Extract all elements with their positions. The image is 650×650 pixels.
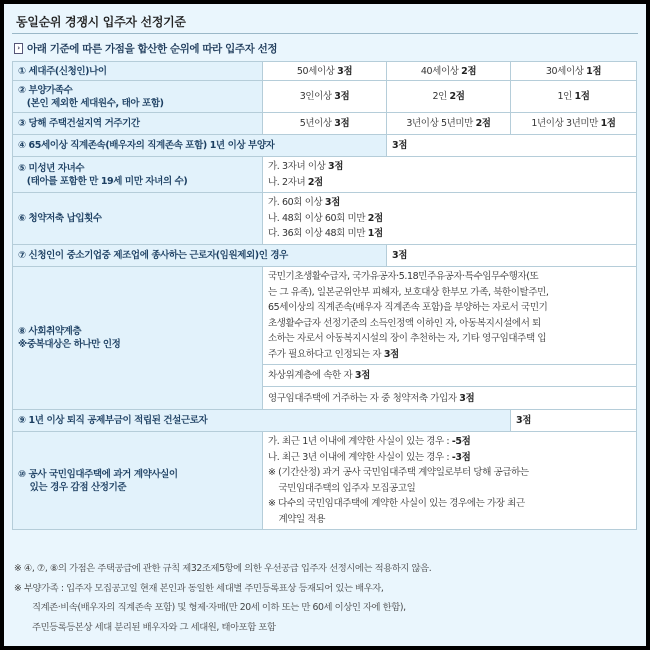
row-label: ③ 당해 주택건설지역 거주기간 xyxy=(13,113,263,135)
score-cell: 가. 60회 이상 3점 나. 48회 이상 60회 미만 2점 다. 36회 이상 48회 미만 1점 xyxy=(263,193,637,245)
score-cell: 3점 xyxy=(511,410,637,432)
score-cell: 1인 1점 xyxy=(511,81,637,113)
subtitle xyxy=(14,41,277,56)
selection-criteria-page xyxy=(4,4,646,646)
score-cell: 50세이상 3점 xyxy=(263,62,387,81)
score-cell: 3점 xyxy=(387,135,637,157)
score-cell: 영구임대주택에 거주하는 자 중 청약저축 가입자 3점 xyxy=(263,387,637,410)
row-label: ⑥ 청약저축 납입횟수 xyxy=(13,193,263,245)
row-label: ① 세대주(신청인)나이 xyxy=(13,62,263,81)
score-cell: 3점 xyxy=(387,245,637,267)
score-cell: 3인이상 3점 xyxy=(263,81,387,113)
score-cell: 가. 3자녀 이상 3점 나. 2자녀 2점 xyxy=(263,157,637,193)
footnote: ※ 부양가족 : 입주자 모집공고일 현재 본인과 동일한 세대별 주민등록표상 등재되어 있는 배우자, xyxy=(14,582,384,594)
title-divider xyxy=(12,33,638,34)
table-row xyxy=(13,135,637,157)
table-row xyxy=(13,62,637,81)
row-label: ⑨ 1년 이상 퇴직 공제부금이 적립된 건설근로자 xyxy=(13,410,511,432)
table-row xyxy=(13,245,637,267)
score-cell: 5년이상 3점 xyxy=(263,113,387,135)
row-label: ⑤ 미성년 자녀수 (태아를 포함한 만 19세 미만 자녀의 수) xyxy=(13,157,263,193)
page-title: 동일순위 경쟁시 입주자 선정기준 xyxy=(16,15,186,29)
table-row xyxy=(13,157,637,193)
footnote: ※ ④, ⑦, ⑧의 가점은 주택공급에 관한 규칙 제32조제5항에 의한 우선공급 입주자 선정시에는 적용하지 않음. xyxy=(14,563,432,574)
arrow-right-box-icon: › xyxy=(14,43,23,54)
score-cell: 3년이상 5년미만 2점 xyxy=(387,113,511,135)
row-label: ⑧ 사회취약계층 ※중복대상은 하나만 인정 xyxy=(13,267,263,410)
score-cell: 1년이상 3년미만 1점 xyxy=(511,113,637,135)
criteria-table xyxy=(12,61,637,530)
score-cell: 2인 2점 xyxy=(387,81,511,113)
score-cell: 40세이상 2점 xyxy=(387,62,511,81)
row-label: ⑩ 공사 국민임대주택에 과거 계약사실이 있는 경우 감점 산정기준 xyxy=(13,432,263,530)
footnotes xyxy=(14,559,431,637)
table-row xyxy=(13,193,637,245)
table-row xyxy=(13,267,637,365)
table-row xyxy=(13,432,637,530)
score-cell: 국민기초생활수급자, 국가유공자·5.18민주유공자·특수임무수행자(또 는 그 유족), 일본군위안부 피해자, 보호대상 한부모 가족, 북한이탈주민, 65세이상의 직계존속(배우자 직계존속 포함)을 부양하는 자로서 국민기 초생활수급자 선정기준의 소득인정액 이하인 자, 아동복지시설에서 퇴 소하는 자로서 아동복지시설의 장이 추천하는 자, 기타 영구임대주택 입 주가 필요하다고 인정되는 자 3점 xyxy=(263,267,637,365)
subtitle-text: 아래 기준에 따른 가점을 합산한 순위에 따라 입주자 선정 xyxy=(27,43,278,55)
row-label: ⑦ 신청인이 중소기업중 제조업에 종사하는 근로자(임원제외)인 경우 xyxy=(13,245,387,267)
table-row xyxy=(13,81,637,113)
footnote: 주민등록등본상 세대 분리된 배우자와 그 세대원, 태아포함 포함 xyxy=(32,621,276,633)
score-cell: 차상위계층에 속한 자 3점 xyxy=(263,365,637,387)
score-cell: 30세이상 1점 xyxy=(511,62,637,81)
row-label: ② 부양가족수 (본인 제외한 세대원수, 태아 포함) xyxy=(13,81,263,113)
table-row xyxy=(13,410,637,432)
footnote: 직계존·비속(배우자의 직계존속 포함) 및 형제·자매(만 20세 이하 또는 만 60세 이상인 자에 한함), xyxy=(32,602,406,613)
row-label: ④ 65세이상 직계존속(배우자의 직계존속 포함) 1년 이상 부양자 xyxy=(13,135,387,157)
table-row xyxy=(13,113,637,135)
score-cell: 가. 최근 1년 이내에 계약한 사실이 있는 경우 : -5점 나. 최근 3년 이내에 계약한 사실이 있는 경우 : -3점 ※ (기간산정) 과거 공사 국민임대주택 계약일로부터 당해 공급하는 국민임대주택의 입주자 모집공고일 ※ 다수의 국민임대주택에 계약한 사실이 있는 경우에는 가장 최근 계약일 적용 xyxy=(263,432,637,530)
